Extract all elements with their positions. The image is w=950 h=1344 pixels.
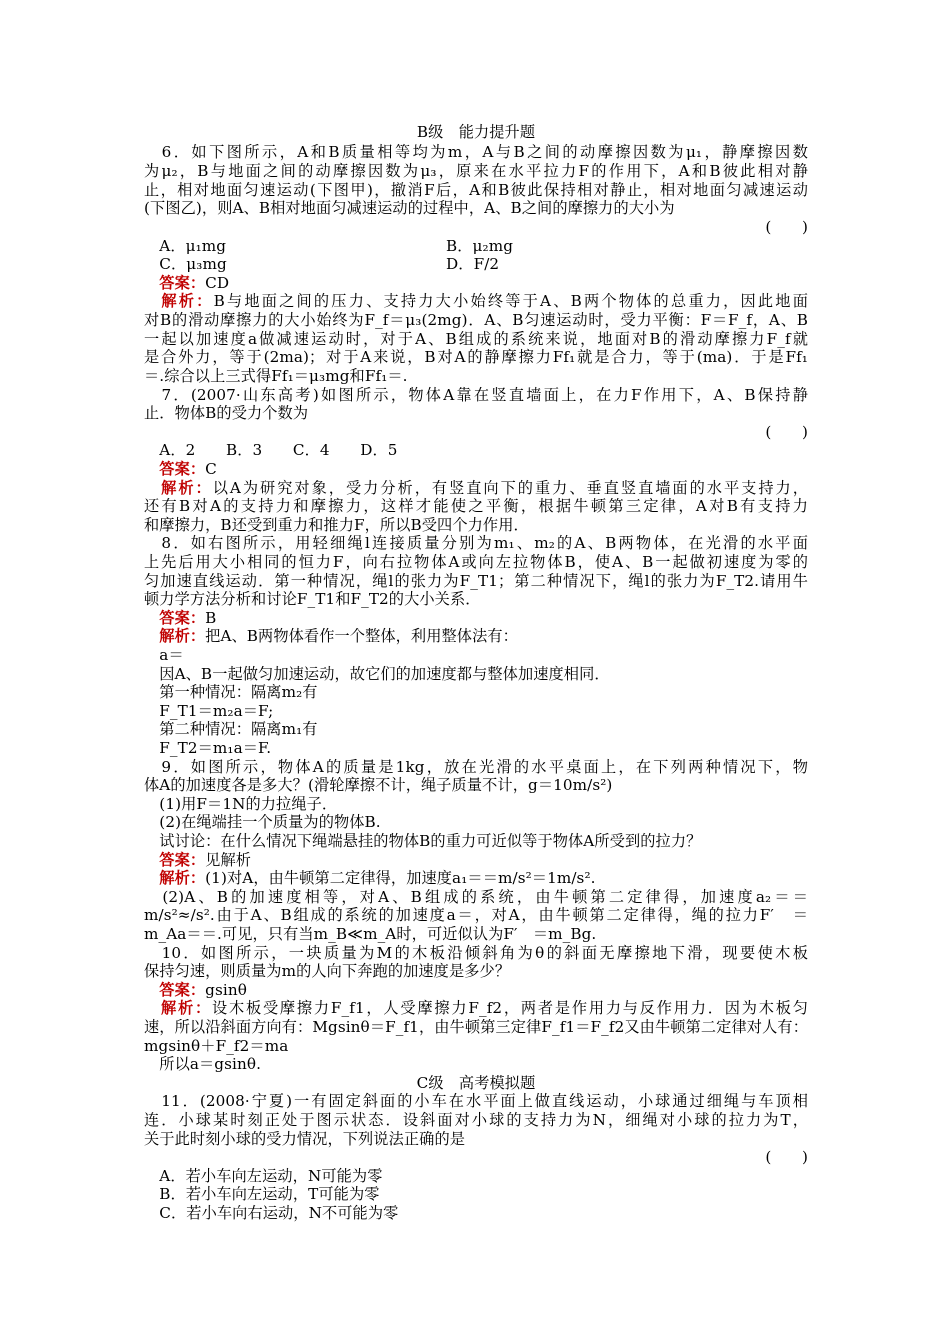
solution-label: 解析：	[144, 627, 206, 645]
answer-label: 答案：	[144, 609, 206, 627]
solution-label: 解析：	[144, 999, 212, 1017]
q10-solution-text-1: 设木板受摩擦力F_f1，人受摩擦力F_f2，两者是作用力与反作用力．因为木板匀	[211, 999, 808, 1017]
q7-solution-line-2: 还有B对A的支持力和摩擦力，这样才能使之平衡，根据牛顿第三定律，A对B有支持力	[144, 497, 808, 515]
q11-line-2: 连．小球某时刻正处于图示状态．设斜面对小球的支持力为N，细绳对小球的拉力为T，	[144, 1111, 808, 1129]
q8-line-3: 匀加速直线运动．第一种情况，绳l的张力为F_T1；第二种情况下，绳l的张力为F_T2.请用牛	[144, 572, 808, 590]
q6-line-2: 为μ₂，B与地面之间的动摩擦因数为μ₃，原来在水平拉力F的作用下，A和B彼此相对静	[144, 162, 808, 180]
q10-answer-value: gsinθ	[205, 981, 247, 999]
answer-label: 答案：	[144, 274, 206, 292]
solution-label: 解析：	[144, 292, 214, 310]
q9-line-3: (1)用F＝1N的力拉绳子．	[144, 795, 338, 813]
q6-line-4: (下图乙)，则A、B相对地面匀减速运动的过程中，A、B之间的摩擦力的大小为	[144, 199, 675, 217]
q6-solution-line-2: 对B的滑动摩擦力的大小始终为F_f＝μ₃(2mg)．A、B匀速运动时，受力平衡：F＝F_f，A、B	[144, 311, 808, 329]
q8-solution-text-1: 把A、B两物体看作一个整体，利用整体法有：	[205, 627, 518, 645]
q8-solution-line-6: 第二种情况：隔离m₁有	[144, 720, 318, 738]
q9-solution-line-1	[144, 869, 808, 888]
q6-solution-text-1: B与地面之间的压力、支持力大小始终等于A、B两个物体的总重力，因此地面	[213, 292, 808, 310]
q6-answer-value: CD	[205, 274, 230, 292]
q11-option-a: A．若小车向左运动，N可能为零	[144, 1167, 383, 1185]
q10-answer	[144, 981, 808, 1000]
answer-label: 答案：	[144, 460, 206, 478]
q9-solution-line-4: m_Aa＝＝.可见，只有当m_B≪m_A时，可近似认为F′ ＝m_Bg.	[144, 925, 597, 943]
q7-solution-line-3: 和摩擦力，B还受到重力和推力F，所以B受四个力作用．	[144, 516, 529, 534]
q8-solution-line-2: a＝	[144, 646, 184, 664]
q9-solution-text-1: (1)对A，由牛顿第二定律得，加速度a₁＝＝m/s²＝1m/s².	[205, 869, 596, 887]
answer-label: 答案：	[144, 981, 206, 999]
solution-label: 解析：	[144, 479, 213, 497]
q11-bracket: ( )	[765, 1148, 808, 1166]
q6-line-1: 6．如下图所示，A和B质量相等均为m，A与B之间的动摩擦因数为μ₁，静摩擦因数	[144, 143, 808, 161]
q9-line-2: 体A的加速度各是多大？(滑轮摩擦不计，绳子质量不计，g＝10m/s²)	[144, 776, 613, 794]
q8-solution-line-3: 因A、B一起做匀加速运动，故它们的加速度都与整体加速度相同．	[144, 665, 610, 683]
q7-solution-line-1	[144, 479, 808, 498]
q6-solution-line-4: 是合外力，等于(2ma)；对于A来说，B对A的静摩擦力Ff₁就是合力，等于(ma)．于是Ff₁	[144, 348, 808, 366]
q9-line-5: 试讨论：在什么情况下绳端悬挂的物体B的重力可近似等于物体A所受到的拉力？	[144, 832, 702, 850]
q7-bracket: ( )	[765, 423, 808, 441]
q8-solution-line-4: 第一种情况：隔离m₂有	[144, 683, 318, 701]
q8-solution-line-1	[144, 627, 808, 646]
q6-solution-line-5: ＝.综合以上三式得Ff₁＝μ₃mg和Ff₁＝.	[144, 367, 408, 385]
q6-solution-line-3: 一起以加速度a做减速运动时，对于A、B组成的系统来说，地面对B的滑动摩擦力F_f就	[144, 330, 808, 348]
q10-solution-line-4: 所以a＝gsinθ.	[144, 1055, 262, 1073]
q11-option-c: C．若小车向右运动，N不可能为零	[144, 1204, 399, 1222]
q9-line-1: 9．如图所示，物体A的质量是1kg，放在光滑的水平桌面上，在下列两种情况下，物	[144, 758, 808, 776]
q6-options-row-1	[144, 237, 808, 256]
q10-solution-line-3: mgsinθ＋F_f2＝ma	[144, 1037, 289, 1055]
solution-label: 解析：	[144, 869, 206, 887]
q11-line-1: 11．(2008·宁夏)一有固定斜面的小车在水平面上做直线运动，小球通过细绳与车顶相	[144, 1092, 808, 1110]
q7-answer-value: C	[205, 460, 217, 478]
q7-solution-text-1: 以A为研究对象，受力分析，有竖直向下的重力、垂直竖直墙面的水平支持力，	[212, 479, 808, 497]
q7-answer	[144, 460, 808, 479]
q8-answer	[144, 609, 808, 628]
section-heading-c: C级 高考模拟题	[416, 1074, 536, 1092]
q7-options: A．2 B．3 C．4 D．5	[144, 441, 398, 459]
q10-solution-line-2: 速，所以沿斜面方向有：Mgsinθ＝F_f1，由牛顿第三定律F_f1＝F_f2又由牛顿第二定律对人有：	[144, 1018, 808, 1036]
q8-answer-value: B	[205, 609, 217, 627]
q9-solution-line-2: (2)A、B的加速度相等，对A、B组成的系统，由牛顿第二定律得，加速度a₂＝＝	[144, 888, 808, 906]
q8-line-2: 上先后用大小相同的恒力F，向右拉物体A或向左拉物体B，使A、B一起做初速度为零的	[144, 553, 808, 571]
q8-solution-line-5: F_T1＝m₂a＝F;	[144, 702, 274, 720]
q11-line-3: 关于此时刻小球的受力情况，下列说法正确的是	[144, 1130, 466, 1148]
q10-line-1: 10．如图所示，一块质量为M的木板沿倾斜角为θ的斜面无摩擦地下滑，现要使木板	[144, 944, 808, 962]
q11-option-b: B．若小车向左运动，T可能为零	[144, 1185, 380, 1203]
q6-options-row-2	[144, 255, 808, 274]
q6-bracket: ( )	[765, 218, 808, 236]
q10-line-2: 保持匀速，则质量为m的人向下奔跑的加速度是多少？	[144, 962, 511, 980]
q6-answer	[144, 274, 808, 293]
q6-option-b: B．μ₂mg	[446, 237, 514, 255]
q9-solution-line-3: m/s²≈/s².由于A、B组成的系统的加速度a＝，对A，由牛顿第二定律得，绳的拉力F′ ＝	[144, 906, 808, 924]
q8-line-4: 顿力学方法分析和讨论F_T1和F_T2的大小关系．	[144, 590, 481, 608]
section-heading-b: B级 能力提升题	[416, 123, 536, 141]
q6-solution-line-1	[144, 292, 808, 311]
q9-answer-value: 见解析	[205, 851, 252, 869]
q10-solution-line-1	[144, 999, 808, 1018]
answer-label: 答案：	[144, 851, 206, 869]
q6-option-d: D．F/2	[446, 255, 500, 273]
q8-line-1: 8．如右图所示，用轻细绳l连接质量分别为m₁、m₂的A、B两物体，在光滑的水平面	[144, 534, 808, 552]
q9-answer	[144, 851, 808, 870]
q6-option-a: A．μ₁mg	[144, 237, 227, 255]
q7-line-1: 7．(2007·山东高考)如图所示，物体A靠在竖直墙面上，在力F作用下，A、B保持静	[144, 386, 808, 404]
q8-solution-line-7: F_T2＝m₁a＝F.	[144, 739, 272, 757]
q7-line-2: 止．物体B的受力个数为	[144, 404, 309, 422]
q6-option-c: C．μ₃mg	[144, 255, 227, 273]
q9-line-4: (2)在绳端挂一个质量为的物体B.	[144, 813, 381, 831]
q6-line-3: 止，相对地面匀速运动(下图甲)，撤消F后，A和B彼此保持相对静止，相对地面匀减速运动	[144, 181, 808, 199]
